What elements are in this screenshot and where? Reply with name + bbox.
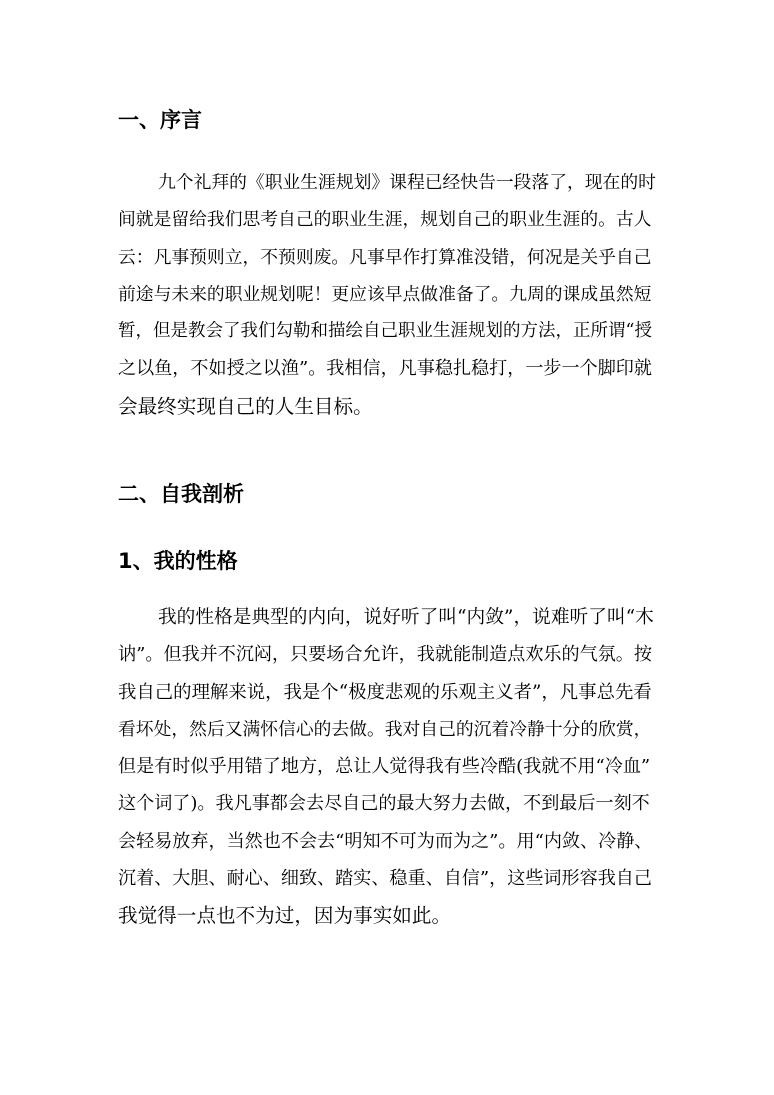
paragraph-line: 我自己的理解来说，我是个“极度悲观的乐观主义者”，凡事总先看 bbox=[118, 681, 652, 703]
paragraph-line: 前途与未来的职业规划呢！更应该早点做准备了。九周的课成虽然短 bbox=[118, 283, 652, 305]
subsection-heading-personality: 1、我的性格 bbox=[118, 549, 238, 573]
paragraph-line: 我的性格是典型的内向，说好听了叫“内敛”，说难听了叫“木 bbox=[158, 607, 654, 628]
paragraph-line: 九个礼拜的《职业生涯规划》课程已经快告一段落了，现在的时 bbox=[158, 172, 656, 193]
paragraph-line: 沉着、大胆、耐心、细致、踏实、稳重、自信”，这些词形容我自己 bbox=[118, 868, 652, 890]
personality-paragraph bbox=[118, 599, 658, 935]
paragraph-line: 云：凡事预则立，不预则废。凡事早作打算准没错，何况是关乎自己 bbox=[118, 246, 652, 268]
preface-paragraph bbox=[118, 164, 658, 425]
paragraph-line: 这个词了)。我凡事都会去尽自己的最大努力去做，不到最后一刻不 bbox=[118, 793, 650, 815]
paragraph-line: 间就是留给我们思考自己的职业生涯，规划自己的职业生涯的。古人 bbox=[118, 209, 652, 231]
paragraph-line: 我觉得一点也不为过，因为事实如此。 bbox=[118, 904, 452, 928]
paragraph-line: 会轻易放弃，当然也不会去“明知不可为而为之”。用“内敛、冷静、 bbox=[118, 830, 653, 852]
paragraph-line: 会最终实现自己的人生目标。 bbox=[118, 394, 373, 418]
section-heading-self-analysis: 二、自我剖析 bbox=[118, 482, 244, 506]
section-heading-preface: 一、序言 bbox=[118, 108, 202, 132]
paragraph-line: 看坏处，然后又满怀信心的去做。我对自己的沉着冷静十分的欣赏， bbox=[118, 718, 652, 740]
paragraph-line: 讷”。但我并不沉闷，只要场合允许，我就能制造点欢乐的气氛。按 bbox=[118, 644, 652, 666]
paragraph-line: 之以鱼，不如授之以渔”。我相信，凡事稳扎稳打，一步一个脚印就 bbox=[118, 358, 652, 380]
paragraph-line: 但是有时似乎用错了地方，总让人觉得我有些冷酷(我就不用“冷血” bbox=[118, 756, 651, 778]
paragraph-line: 暂，但是教会了我们勾勒和描绘自己职业生涯规划的方法，正所谓“授 bbox=[118, 321, 652, 342]
